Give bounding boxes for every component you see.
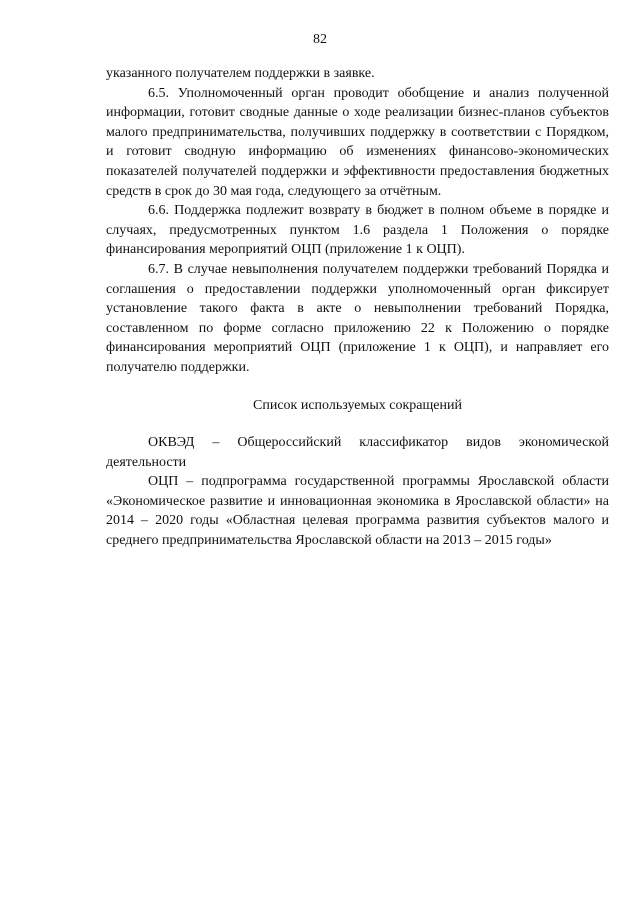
paragraph-continuation: указанного получателем поддержки в заявке. (106, 66, 375, 81)
document-body (106, 64, 609, 551)
paragraph-6-5: 6.5. Уполномоченный орган проводит обобщение и анализ полученной информации, готовит сводные данные о ходе реализации бизнес-планов субъектов малого предпринимательства, получивших поддержку в соответствии с Порядком, и готовит сводную информацию об изменениях финансово-экономических показателей получателей поддержки и эффективности предоставления бюджетных средств в срок до 30 мая года, следующего за отчётным. (106, 85, 609, 199)
abbreviation-okved: ОКВЭД – Общероссийский классификатор видов экономической деятельности (106, 435, 609, 470)
page-number: 82 (313, 32, 327, 47)
abbreviation-ocp: ОЦП – подпрограмма государственной программы Ярославской области «Экономическое развитие и инновационная экономика в Ярославской области» на 2014 – 2020 годы «Областная целевая программа развития субъектов малого и среднего предпринимательства Ярославской области на 2013 – 2015 годы» (106, 474, 609, 549)
abbreviations-heading: Список используемых сокращений (253, 397, 462, 413)
paragraph-6-6: 6.6. Поддержка подлежит возврату в бюджет в полном объеме в порядке и случаях, предусмотренных пунктом 1.6 раздела 1 Положения о порядке финансирования мероприятий ОЦП (приложение 1 к ОЦП). (106, 203, 609, 258)
paragraph-6-7: 6.7. В случае невыполнения получателем поддержки требований Порядка и соглашения о предоставлении поддержки уполномоченный орган фиксирует установление такого факта в акте о невыполнении требований Порядка, составленном по форме согласно приложению 22 к Положению о порядке финансирования мероприятий ОЦП (приложение 1 к ОЦП), и направляет его получателю поддержки. (106, 261, 609, 375)
